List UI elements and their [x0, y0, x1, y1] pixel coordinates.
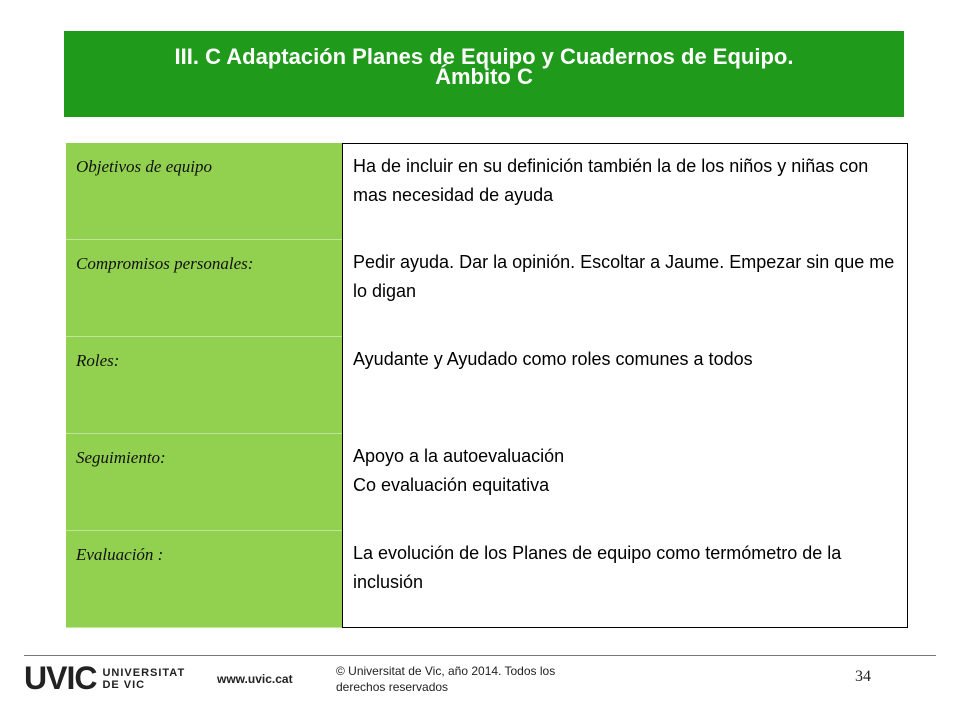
- table-row: [66, 143, 908, 240]
- content-table: [66, 143, 908, 628]
- logo-wordmark: [102, 667, 185, 691]
- footer-copyright: © Universitat de Vic, año 2014. Todos los derechos reservados: [336, 664, 556, 694]
- page-number: 34: [855, 668, 871, 685]
- row-value: Ha de incluir en su definición también la de los niños y niñas con mas necesidad de ayuda: [342, 143, 908, 240]
- logo-line-1: UNIVERSITAT: [102, 666, 186, 679]
- table-row: [66, 531, 908, 628]
- table-row: [66, 434, 908, 531]
- footer-url[interactable]: www.uvic.cat: [217, 672, 293, 686]
- footer-divider: [24, 655, 936, 656]
- row-label: Seguimiento:: [66, 434, 342, 531]
- row-value: La evolución de los Planes de equipo como termómetro de la inclusión: [342, 531, 908, 628]
- row-value: Apoyo a la autoevaluación Co evaluación equitativa: [342, 434, 908, 531]
- logo-mark: UVIC: [24, 660, 97, 696]
- slide-title: III. C Adaptación Planes de Equipo y Cuadernos de Equipo.: [174, 44, 794, 69]
- table-row: [66, 337, 908, 434]
- slide-subtitle: Ámbito C: [435, 64, 533, 89]
- row-label: Compromisos personales:: [66, 240, 342, 337]
- row-label: Evaluación :: [66, 531, 342, 628]
- row-value: Pedir ayuda. Dar la opinión. Escoltar a Jaume. Empezar sin que me lo digan: [342, 240, 908, 337]
- row-value: Ayudante y Ayudado como roles comunes a todos: [342, 337, 908, 434]
- row-label: Objetivos de equipo: [66, 143, 342, 240]
- logo-line-2: DE VIC: [102, 678, 146, 691]
- table-row: [66, 240, 908, 337]
- row-label: Roles:: [66, 337, 342, 434]
- uvic-logo: [24, 660, 185, 697]
- slide-title-band: [64, 31, 904, 117]
